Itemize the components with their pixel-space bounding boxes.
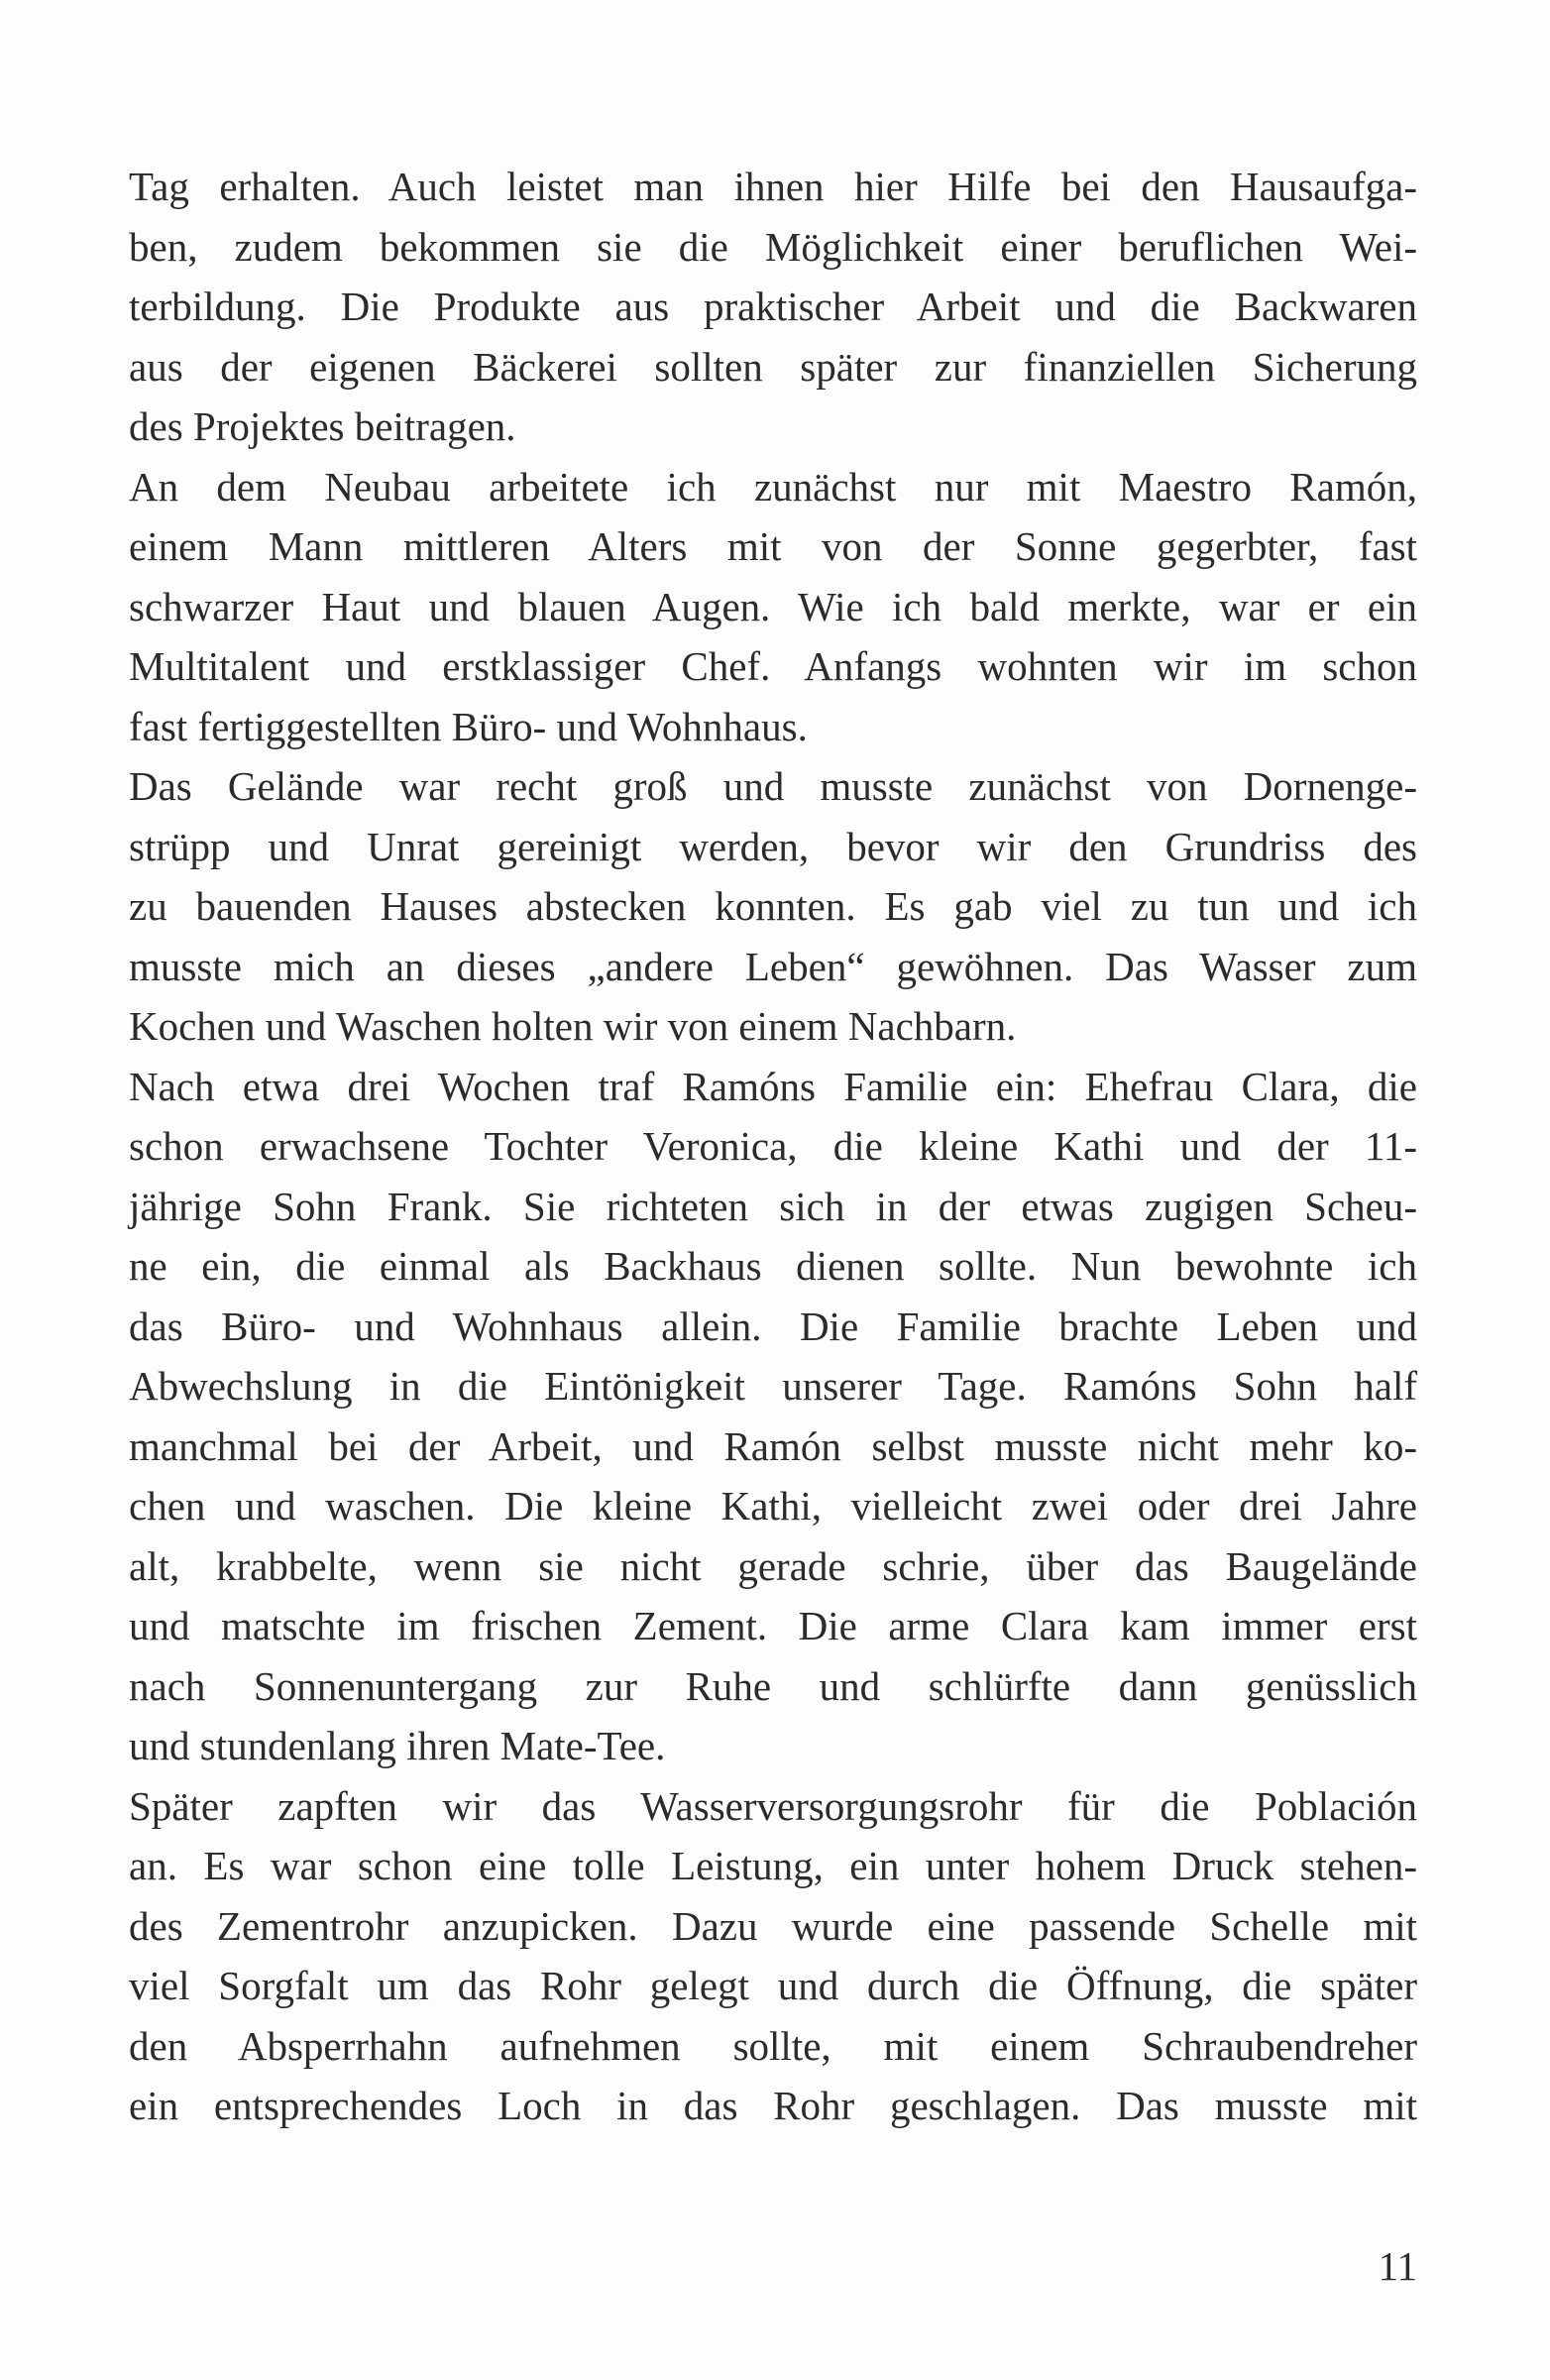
text-line: Kochen und Waschen holten wir von einem Nachbarn. <box>129 1003 1017 1049</box>
page-number: 11 <box>1378 2243 1417 2289</box>
text-line: ein entsprechendes Loch in das Rohr geschlagen. Das musste mit <box>129 2083 1417 2128</box>
text-line: zu bauenden Hauses abstecken konnten. Es gab viel zu tun und ich <box>129 883 1417 929</box>
text-line: aus der eigenen Bäckerei sollten später zur finanziellen Sicherung <box>129 343 1417 390</box>
text-line: Multitalent und erstklassiger Chef. Anfangs wohnten wir im schon <box>129 643 1417 689</box>
text-line: einem Mann mittleren Alters mit von der Sonne gegerbter, fast <box>129 523 1417 569</box>
text-line: schon erwachsene Tochter Veronica, die kleine Kathi und der 11- <box>129 1123 1417 1169</box>
text-line: an. Es war schon eine tolle Leistung, ein unter hohem Druck stehen- <box>129 1843 1417 1888</box>
text-line: Später zapften wir das Wasserversorgungsrohr für die Población <box>129 1782 1417 1829</box>
body-text <box>129 157 1417 2136</box>
text-line: jährige Sohn Frank. Sie richteten sich in der etwas zugigen Scheu- <box>129 1183 1417 1229</box>
text-line: Abwechslung in die Eintönigkeit unserer Tage. Ramóns Sohn half <box>129 1363 1417 1409</box>
text-line: und matschte im frischen Zement. Die arme Clara kam immer erst <box>129 1603 1417 1648</box>
text-line: ne ein, die einmal als Backhaus dienen sollte. Nun bewohnte ich <box>129 1243 1417 1289</box>
text-line: ben, zudem bekommen sie die Möglichkeit einer beruflichen Wei- <box>129 223 1417 270</box>
text-line: An dem Neubau arbeitete ich zunächst nur mit Maestro Ramón, <box>129 463 1417 510</box>
text-line: den Absperrhahn aufnehmen sollte, mit einem Schraubendreher <box>129 2022 1417 2069</box>
text-line: Tag erhalten. Auch leistet man ihnen hier Hilfe bei den Hausaufga- <box>129 164 1417 209</box>
text-line: chen und waschen. Die kleine Kathi, vielleicht zwei oder drei Jahre <box>129 1483 1417 1529</box>
text-line: Das Gelände war recht groß und musste zunächst von Dornenge- <box>129 763 1417 809</box>
text-line: musste mich an dieses „andere Leben“ gewöhnen. Das Wasser zum <box>129 943 1417 989</box>
text-line: terbildung. Die Produkte aus praktischer Arbeit und die Backwaren <box>129 283 1417 329</box>
text-line: des Zementrohr anzupicken. Dazu wurde eine passende Schelle mit <box>129 1902 1417 1949</box>
text-line: alt, krabbelte, wenn sie nicht gerade schrie, über das Baugelände <box>129 1542 1417 1589</box>
text-line: strüpp und Unrat gereinigt werden, bevor wir den Grundriss des <box>129 823 1417 869</box>
text-line: viel Sorgfalt um das Rohr gelegt und durch die Öffnung, die später <box>129 1963 1417 2008</box>
text-line: und stundenlang ihren Mate-Tee. <box>129 1723 666 1768</box>
text-line: manchmal bei der Arbeit, und Ramón selbst musste nicht mehr ko- <box>129 1422 1417 1469</box>
text-line: Nach etwa drei Wochen traf Ramóns Familie ein: Ehefrau Clara, die <box>129 1063 1417 1109</box>
text-line: das Büro- und Wohnhaus allein. Die Familie brachte Leben und <box>129 1303 1417 1349</box>
text-line: schwarzer Haut und blauen Augen. Wie ich bald merkte, war er ein <box>129 583 1417 629</box>
text-line: des Projektes beitragen. <box>129 403 516 449</box>
text-line: fast fertiggestellten Büro- und Wohnhaus. <box>129 703 808 749</box>
text-line: nach Sonnenuntergang zur Ruhe und schlürfte dann genüsslich <box>129 1662 1417 1709</box>
